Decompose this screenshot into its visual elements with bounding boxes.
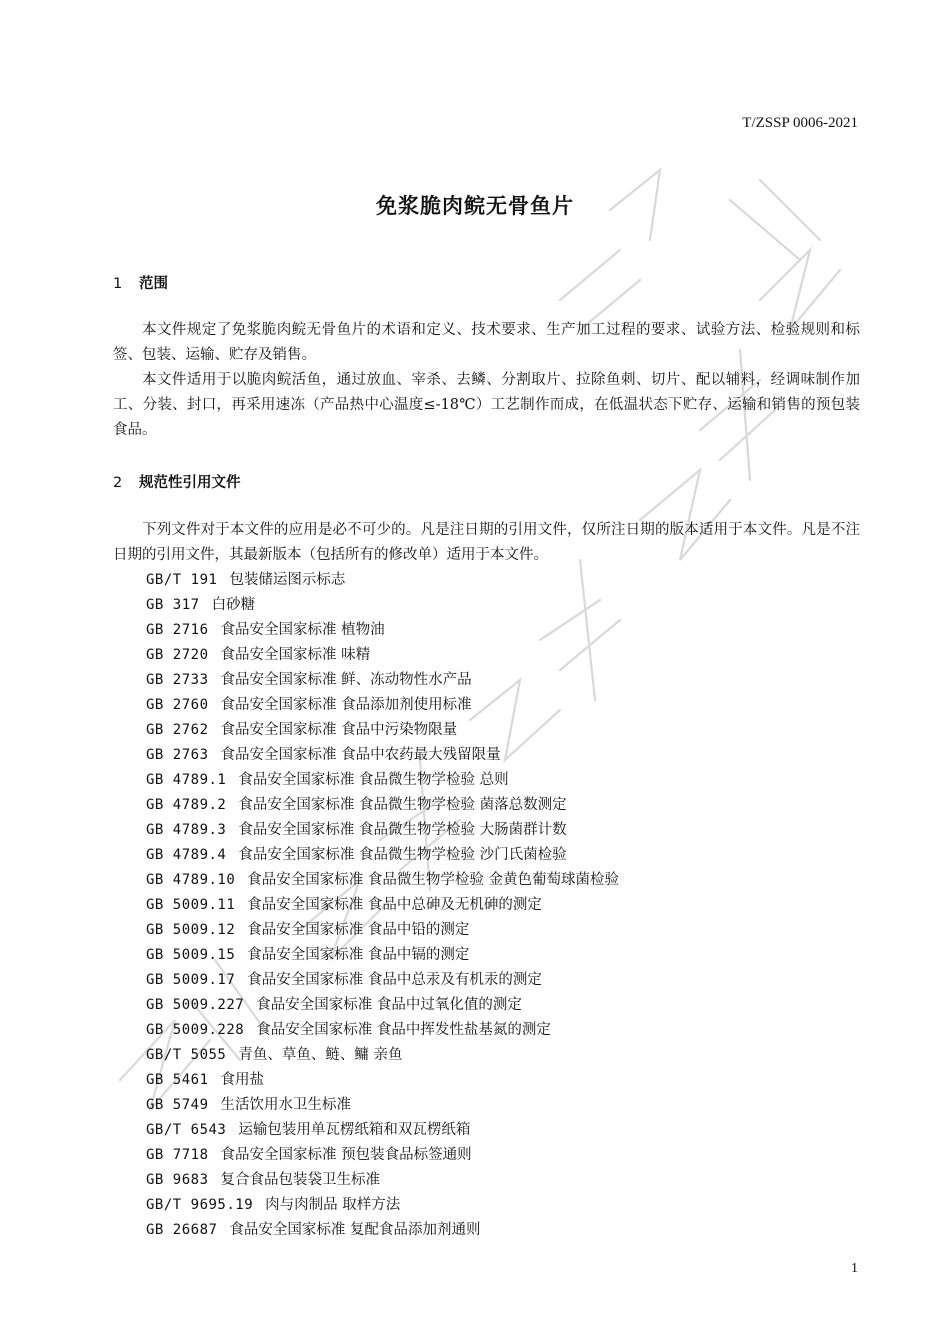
list-item bbox=[146, 893, 619, 918]
reference-title: 白砂糖 bbox=[211, 597, 256, 613]
reference-list bbox=[146, 568, 619, 1243]
reference-title: 食品安全国家标准 食品中过氧化值的测定 bbox=[256, 997, 522, 1013]
reference-title: 食品安全国家标准 食品微生物学检验 菌落总数测定 bbox=[238, 797, 567, 813]
reference-title: 食品安全国家标准 食品微生物学检验 大肠菌群计数 bbox=[238, 822, 567, 838]
list-item bbox=[146, 868, 619, 893]
reference-code: GB 2720 bbox=[146, 647, 209, 663]
document-title: 免浆脆肉鲩无骨鱼片 bbox=[376, 194, 574, 218]
reference-code: GB 2762 bbox=[146, 722, 209, 738]
list-item bbox=[146, 993, 619, 1018]
reference-title: 食品安全国家标准 食品中镉的测定 bbox=[247, 947, 470, 963]
list-item bbox=[146, 1093, 619, 1118]
section-number: 1 bbox=[113, 276, 123, 292]
reference-code: GB 5749 bbox=[146, 1097, 209, 1113]
reference-code: GB 7718 bbox=[146, 1147, 209, 1163]
paragraph: 下列文件对于本文件的应用是必不可少的。凡是注日期的引用文件，仅所注日期的版本适用于本文件。凡是不注日期的引用文件，其最新版本（包括所有的修改单）适用于本文件。 bbox=[113, 522, 860, 563]
reference-code: GB 4789.10 bbox=[146, 872, 236, 888]
reference-title: 食品安全国家标准 食品微生物学检验 总则 bbox=[238, 772, 509, 788]
reference-title: 食品安全国家标准 鲜、冻动物性水产品 bbox=[220, 672, 472, 688]
reference-code: GB 2763 bbox=[146, 747, 209, 763]
list-item bbox=[146, 668, 619, 693]
reference-code: GB/T 191 bbox=[146, 572, 218, 588]
reference-title: 食品安全国家标准 食品微生物学检验 金黄色葡萄球菌检验 bbox=[247, 872, 620, 888]
reference-code: GB 4789.3 bbox=[146, 822, 227, 838]
reference-code: GB 5009.17 bbox=[146, 972, 236, 988]
list-item bbox=[146, 743, 619, 768]
reference-code: GB 26687 bbox=[146, 1222, 218, 1238]
list-item bbox=[146, 1143, 619, 1168]
list-item bbox=[146, 1043, 619, 1068]
section-title: 规范性引用文件 bbox=[139, 475, 241, 491]
reference-code: GB 5009.228 bbox=[146, 1022, 245, 1038]
reference-code: GB/T 5055 bbox=[146, 1047, 227, 1063]
list-item bbox=[146, 1168, 619, 1193]
list-item bbox=[146, 568, 619, 593]
reference-title: 食品安全国家标准 食品中污染物限量 bbox=[220, 722, 458, 738]
section-2-heading bbox=[113, 471, 241, 492]
reference-code: GB 2760 bbox=[146, 697, 209, 713]
list-item bbox=[146, 1068, 619, 1093]
list-item bbox=[146, 843, 619, 868]
list-item bbox=[146, 943, 619, 968]
section-1-heading bbox=[113, 272, 168, 293]
reference-title: 肉与肉制品 取样方法 bbox=[265, 1197, 401, 1213]
page-number: 1 bbox=[851, 1261, 858, 1276]
list-item bbox=[146, 1193, 619, 1218]
reference-code: GB 2733 bbox=[146, 672, 209, 688]
reference-code: GB 9683 bbox=[146, 1172, 209, 1188]
list-item bbox=[146, 818, 619, 843]
reference-code: GB 2716 bbox=[146, 622, 209, 638]
reference-code: GB/T 9695.19 bbox=[146, 1197, 254, 1213]
list-item bbox=[146, 968, 619, 993]
reference-title: 食品安全国家标准 植物油 bbox=[220, 622, 385, 638]
reference-code: GB 4789.4 bbox=[146, 847, 227, 863]
reference-title: 食品安全国家标准 食品中挥发性盐基氮的测定 bbox=[256, 1022, 551, 1038]
list-item bbox=[146, 618, 619, 643]
reference-code: GB 4789.2 bbox=[146, 797, 227, 813]
list-item bbox=[146, 768, 619, 793]
reference-title: 食品安全国家标准 食品中铅的测定 bbox=[247, 922, 470, 938]
reference-title: 食品安全国家标准 食品微生物学检验 沙门氏菌检验 bbox=[238, 847, 567, 863]
reference-title: 包装储运图示标志 bbox=[229, 572, 346, 588]
list-item bbox=[146, 593, 619, 618]
list-item bbox=[146, 718, 619, 743]
reference-title: 食品安全国家标准 食品中总砷及无机砷的测定 bbox=[247, 897, 542, 913]
reference-title: 运输包装用单瓦楞纸箱和双瓦楞纸箱 bbox=[238, 1122, 471, 1138]
section-title: 范围 bbox=[139, 276, 168, 292]
reference-title: 食品安全国家标准 食品中农药最大残留限量 bbox=[220, 747, 501, 763]
reference-code: GB 5009.15 bbox=[146, 947, 236, 963]
list-item bbox=[146, 793, 619, 818]
reference-code: GB 4789.1 bbox=[146, 772, 227, 788]
list-item bbox=[146, 643, 619, 668]
reference-title: 复合食品包装袋卫生标准 bbox=[220, 1172, 381, 1188]
reference-code: GB 5461 bbox=[146, 1072, 209, 1088]
paragraph: 本文件适用于以脆肉鲩活鱼，通过放血、宰杀、去鳞、分割取片、拉除鱼刺、切片、配以辅料，经调味制作加工、分装、封口，再采用速冻（产品热中心温度≤-18℃）工艺制作而成，在低温状态下贮存、运输和销售的预包装食品。 bbox=[113, 372, 860, 438]
list-item bbox=[146, 918, 619, 943]
reference-code: GB/T 6543 bbox=[146, 1122, 227, 1138]
reference-code: GB 5009.12 bbox=[146, 922, 236, 938]
section-number: 2 bbox=[113, 475, 123, 491]
list-item bbox=[146, 1118, 619, 1143]
document-code: T/ZSSP 0006-2021 bbox=[742, 115, 858, 131]
reference-title: 食品安全国家标准 食品中总汞及有机汞的测定 bbox=[247, 972, 542, 988]
list-item bbox=[146, 1018, 619, 1043]
reference-title: 食品安全国家标准 味精 bbox=[220, 647, 371, 663]
reference-title: 食品安全国家标准 复配食品添加剂通则 bbox=[229, 1222, 481, 1238]
reference-code: GB 317 bbox=[146, 597, 200, 613]
reference-title: 青鱼、草鱼、鲢、鳙 亲鱼 bbox=[238, 1047, 403, 1063]
reference-title: 食品安全国家标准 食品添加剂使用标准 bbox=[220, 697, 472, 713]
list-item bbox=[146, 693, 619, 718]
reference-code: GB 5009.227 bbox=[146, 997, 245, 1013]
reference-title: 食用盐 bbox=[220, 1072, 265, 1088]
reference-title: 生活饮用水卫生标准 bbox=[220, 1097, 352, 1113]
list-item bbox=[146, 1218, 619, 1243]
paragraph: 本文件规定了免浆脆肉鲩无骨鱼片的术语和定义、技术要求、生产加工过程的要求、试验方法、检验规则和标签、包装、运输、贮存及销售。 bbox=[113, 322, 860, 363]
reference-title: 食品安全国家标准 预包装食品标签通则 bbox=[220, 1147, 472, 1163]
reference-code: GB 5009.11 bbox=[146, 897, 236, 913]
